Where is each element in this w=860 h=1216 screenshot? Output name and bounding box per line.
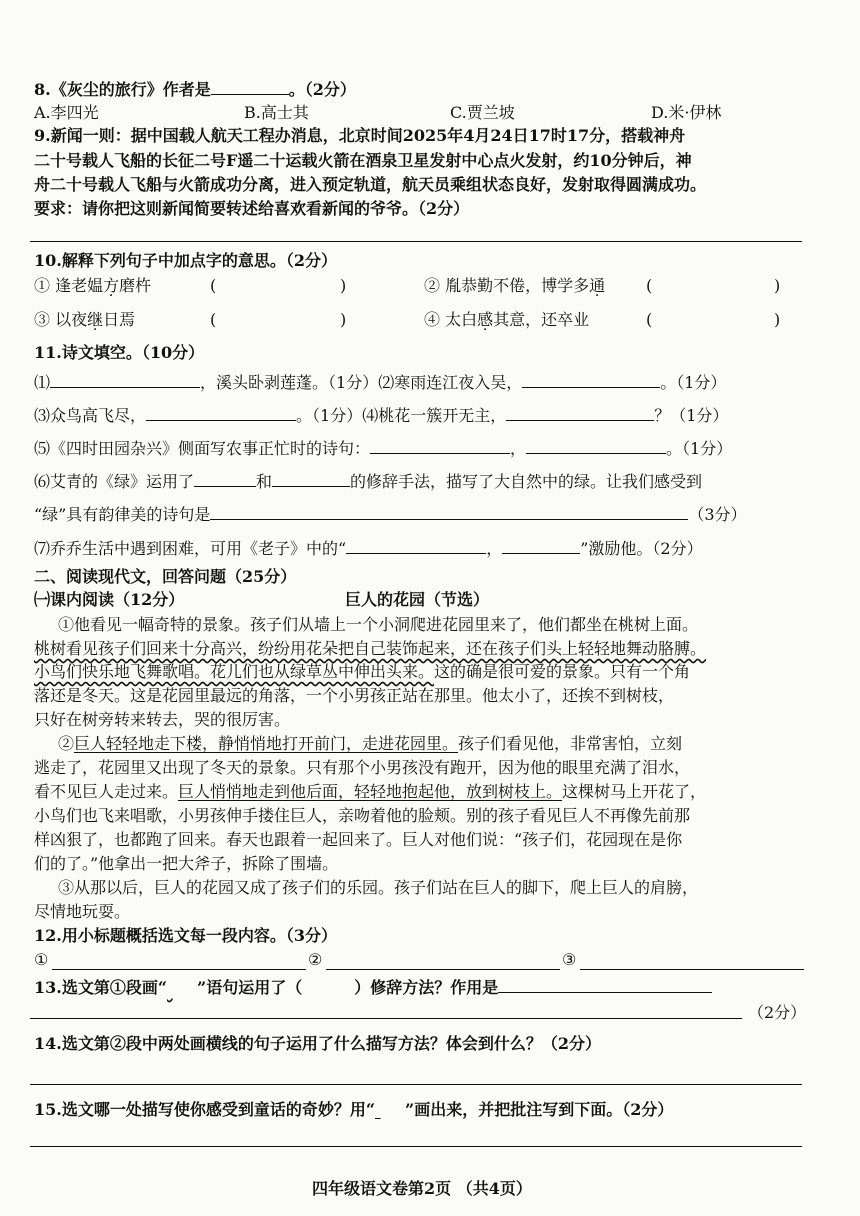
passage-p3-line-2: 尽情地玩耍。 <box>34 902 131 921</box>
passage-p3-line-1: ③从那以后，巨人的花园又成了孩子们的乐园。孩子们站在巨人的脚下，爬上巨人的肩膀， <box>58 878 699 897</box>
q11-blank-7[interactable] <box>194 470 256 487</box>
passage-p2-line-5: 样凶狠了，也都跑了回来。春天也跟着一起回来了。巨人对他们说：“孩子们，花园现在是你 <box>34 830 683 849</box>
q12-title: 12.用小标题概括选文每一段内容。（3分） <box>34 926 337 945</box>
q12-blank-3[interactable] <box>580 953 804 970</box>
q11-line-3: ⑸《四时田园杂兴》侧面写农事正忙时的诗句： ， 。（1分） <box>34 439 733 458</box>
q11-line-6: ⑺乔乔生活中遇到困难，可用《老子》中的“ ， ”激励他。（2分） <box>34 539 703 558</box>
passage-p2-line-1: ②巨人轻轻地走下楼，静悄悄地打开前门，走进花园里。孩子们看见他，非常害怕，立刻 <box>58 734 683 753</box>
q11-line-4: ⑹艾青的《绿》运用了 和 的修辞手法，描写了大自然中的绿。让我们感受到 <box>34 472 703 491</box>
q11-title: 11.诗文填空。（10分） <box>34 343 205 362</box>
q10-item-1: ① 逢老媪方磨杵 <box>34 276 152 295</box>
q10-dot-char-1: 方 <box>103 276 120 295</box>
q8-option-b: B.高士其 <box>244 103 309 122</box>
wavy-mark-sample <box>167 977 197 999</box>
underline-mark-sample <box>375 1099 405 1121</box>
section-2-title: 二、阅读现代文，回答问题（25分） <box>34 567 297 586</box>
q10-paren-right-2: ) <box>774 276 781 295</box>
q14-title: 14.选文第②段中两处画横线的句子运用了什么描写方法？体会到什么？（2分） <box>34 1034 601 1053</box>
q12-mark-3: ③ <box>562 950 577 969</box>
q8-stem <box>34 78 356 101</box>
q8-option-a: A.李四光 <box>34 103 99 122</box>
passage-p1-line-2 <box>34 638 706 660</box>
q10-dot-char-2: 通 <box>589 276 606 295</box>
q10-item-3: ③ 以夜继日焉 <box>34 310 136 329</box>
q11-blank-5[interactable] <box>370 437 510 454</box>
passage-p1-line-4: 落还是冬天。这是花园里最远的角落，一个小男孩正站在那里。他太小了，还挨不到树枝， <box>34 686 675 705</box>
q10-paren-left-4[interactable]: ( <box>646 310 653 329</box>
q10-paren-left-1[interactable]: ( <box>210 276 217 295</box>
q12-mark-1: ① <box>34 950 49 969</box>
q9-answer-line[interactable] <box>30 241 802 242</box>
wavy-underlined-sentence-1: 桃树看见孩子们回来十分高兴，纷纷用花朵把自己装饰起来，还在孩子们头上轻轻地舞动胳膊。 <box>34 639 707 658</box>
q13-score: （2分） <box>748 1003 807 1022</box>
passage-p2-line-3: 看不见巨人走过来。巨人悄悄地走到他后面，轻轻地抱起他，放到树枝上。这棵树马上开花了， <box>34 782 707 801</box>
q14-answer-line[interactable] <box>30 1084 802 1085</box>
q9-line-2: 二十号载人飞船的长征二号F遥二十运载火箭在酒泉卫星发射中心点火发射，约10分钟后，神 <box>34 151 692 170</box>
q10-dot-char-4: 感 <box>477 310 494 329</box>
q10-paren-left-3[interactable]: ( <box>210 310 217 329</box>
q11-blank-9[interactable] <box>210 503 688 520</box>
passage-p1-line-3: 小鸟们快乐地飞舞歌唱。花儿们也从绿草丛中伸出头来。这的确是很可爱的景象。只有一个角 <box>34 662 691 681</box>
q11-blank-2[interactable] <box>522 371 660 388</box>
q10-paren-right-1: ) <box>340 276 347 295</box>
q10-title: 10.解释下列句子中加点字的意思。（2分） <box>34 251 337 270</box>
q12-mark-2: ② <box>308 950 323 969</box>
passage-p1-line-1: ①他看见一幅奇特的景象。孩子们从墙上一个小洞爬进花园里来了，他们都坐在桃树上面。 <box>58 615 699 634</box>
q13-line: 13.选文第①段画“ ”语句运用了（ ）修辞方法？作用是 <box>34 976 712 999</box>
q8-stem-score: 。（2分） <box>288 80 356 99</box>
q10-paren-left-2[interactable]: ( <box>646 276 653 295</box>
q10-item-4: ④ 太白感其意，还卒业 <box>424 310 590 329</box>
wavy-underlined-sentence-2: 小鸟们快乐地飞舞歌唱。花儿们也从绿草丛中伸出头来。 <box>34 662 435 681</box>
q9-requirement: 要求：请你把这则新闻简要转述给喜欢看新闻的爷爷。（2分） <box>34 199 470 218</box>
passage-p2-line-6: 们的了。”他拿出一把大斧子，拆除了围墙。 <box>34 854 339 873</box>
q8-stem-text: 8.《灰尘的旅行》作者是 <box>34 80 211 99</box>
q11-blank-10[interactable] <box>346 537 486 554</box>
q13-answer-line[interactable] <box>30 1018 742 1019</box>
q9-line-1: 9.新闻一则：据中国载人航天工程办消息，北京时间2025年4月24日17时17分，搭载神舟 <box>34 126 686 145</box>
q10-dot-char-3: 继 <box>87 310 104 329</box>
section-2-subtitle: ㈠课内阅读（12分） <box>34 590 185 609</box>
page-footer: 四年级语文卷第2页 （共4页） <box>312 1179 532 1198</box>
underlined-sentence-1: 巨人轻轻地走下楼，静悄悄地打开前门，走进花园里。 <box>74 734 459 753</box>
q11-blank-3[interactable] <box>146 404 296 421</box>
q11-line-2: ⑶众鸟高飞尽， 。（1分）⑷桃花一簇开无主， ？（1分） <box>34 406 729 425</box>
q11-blank-4[interactable] <box>506 404 654 421</box>
q10-item-2: ② 胤恭勤不倦，博学多通 <box>424 276 606 295</box>
passage-p2-line-2: 逃走了，花园里又出现了冬天的景象。只有那个小男孩没有跑开，因为他的眼里充满了泪水， <box>34 758 691 777</box>
q13-blank-effect[interactable] <box>498 976 712 993</box>
q11-line-5: “绿”具有韵律美的诗句是 （3分） <box>34 505 747 524</box>
q15-answer-line[interactable] <box>30 1146 802 1147</box>
q9-line-3: 舟二十号载人飞船与火箭成功分离，进入预定轨道，航天员乘组状态良好，发射取得圆满成功。 <box>34 175 707 194</box>
q11-line-1: ⑴ ，溪头卧剥莲蓬。（1分）⑵寒雨连江夜入吴， 。（1分） <box>34 373 727 392</box>
q11-blank-6[interactable] <box>526 437 666 454</box>
q10-paren-right-4: ) <box>774 310 781 329</box>
q12-blank-2[interactable] <box>326 953 560 970</box>
q8-option-c: C.贾兰坡 <box>450 103 515 122</box>
q11-blank-8[interactable] <box>272 470 350 487</box>
q11-blank-11[interactable] <box>502 537 580 554</box>
passage-title: 巨人的花园（节选） <box>345 590 490 609</box>
q10-paren-right-3: ) <box>340 310 347 329</box>
underlined-sentence-2: 巨人悄悄地走到他后面，轻轻地抱起他，放到树枝上。 <box>178 782 563 801</box>
q15-line: 15.选文哪一处描写使你感受到童话的奇妙？用“ ”画出来，并把批注写到下面。（2分） <box>34 1100 674 1119</box>
passage-p2-line-4: 小鸟们也飞来唱歌，小男孩伸手搂住巨人，亲吻着他的脸颊。别的孩子看见巨人不再像先前那 <box>34 806 691 825</box>
q8-blank[interactable] <box>211 78 289 95</box>
q11-blank-1[interactable] <box>50 371 200 388</box>
passage-p1-line-5: 只好在树旁转来转去，哭的很厉害。 <box>34 710 291 729</box>
q12-blank-1[interactable] <box>52 953 306 970</box>
q8-option-d: D.米·伊林 <box>651 103 722 122</box>
